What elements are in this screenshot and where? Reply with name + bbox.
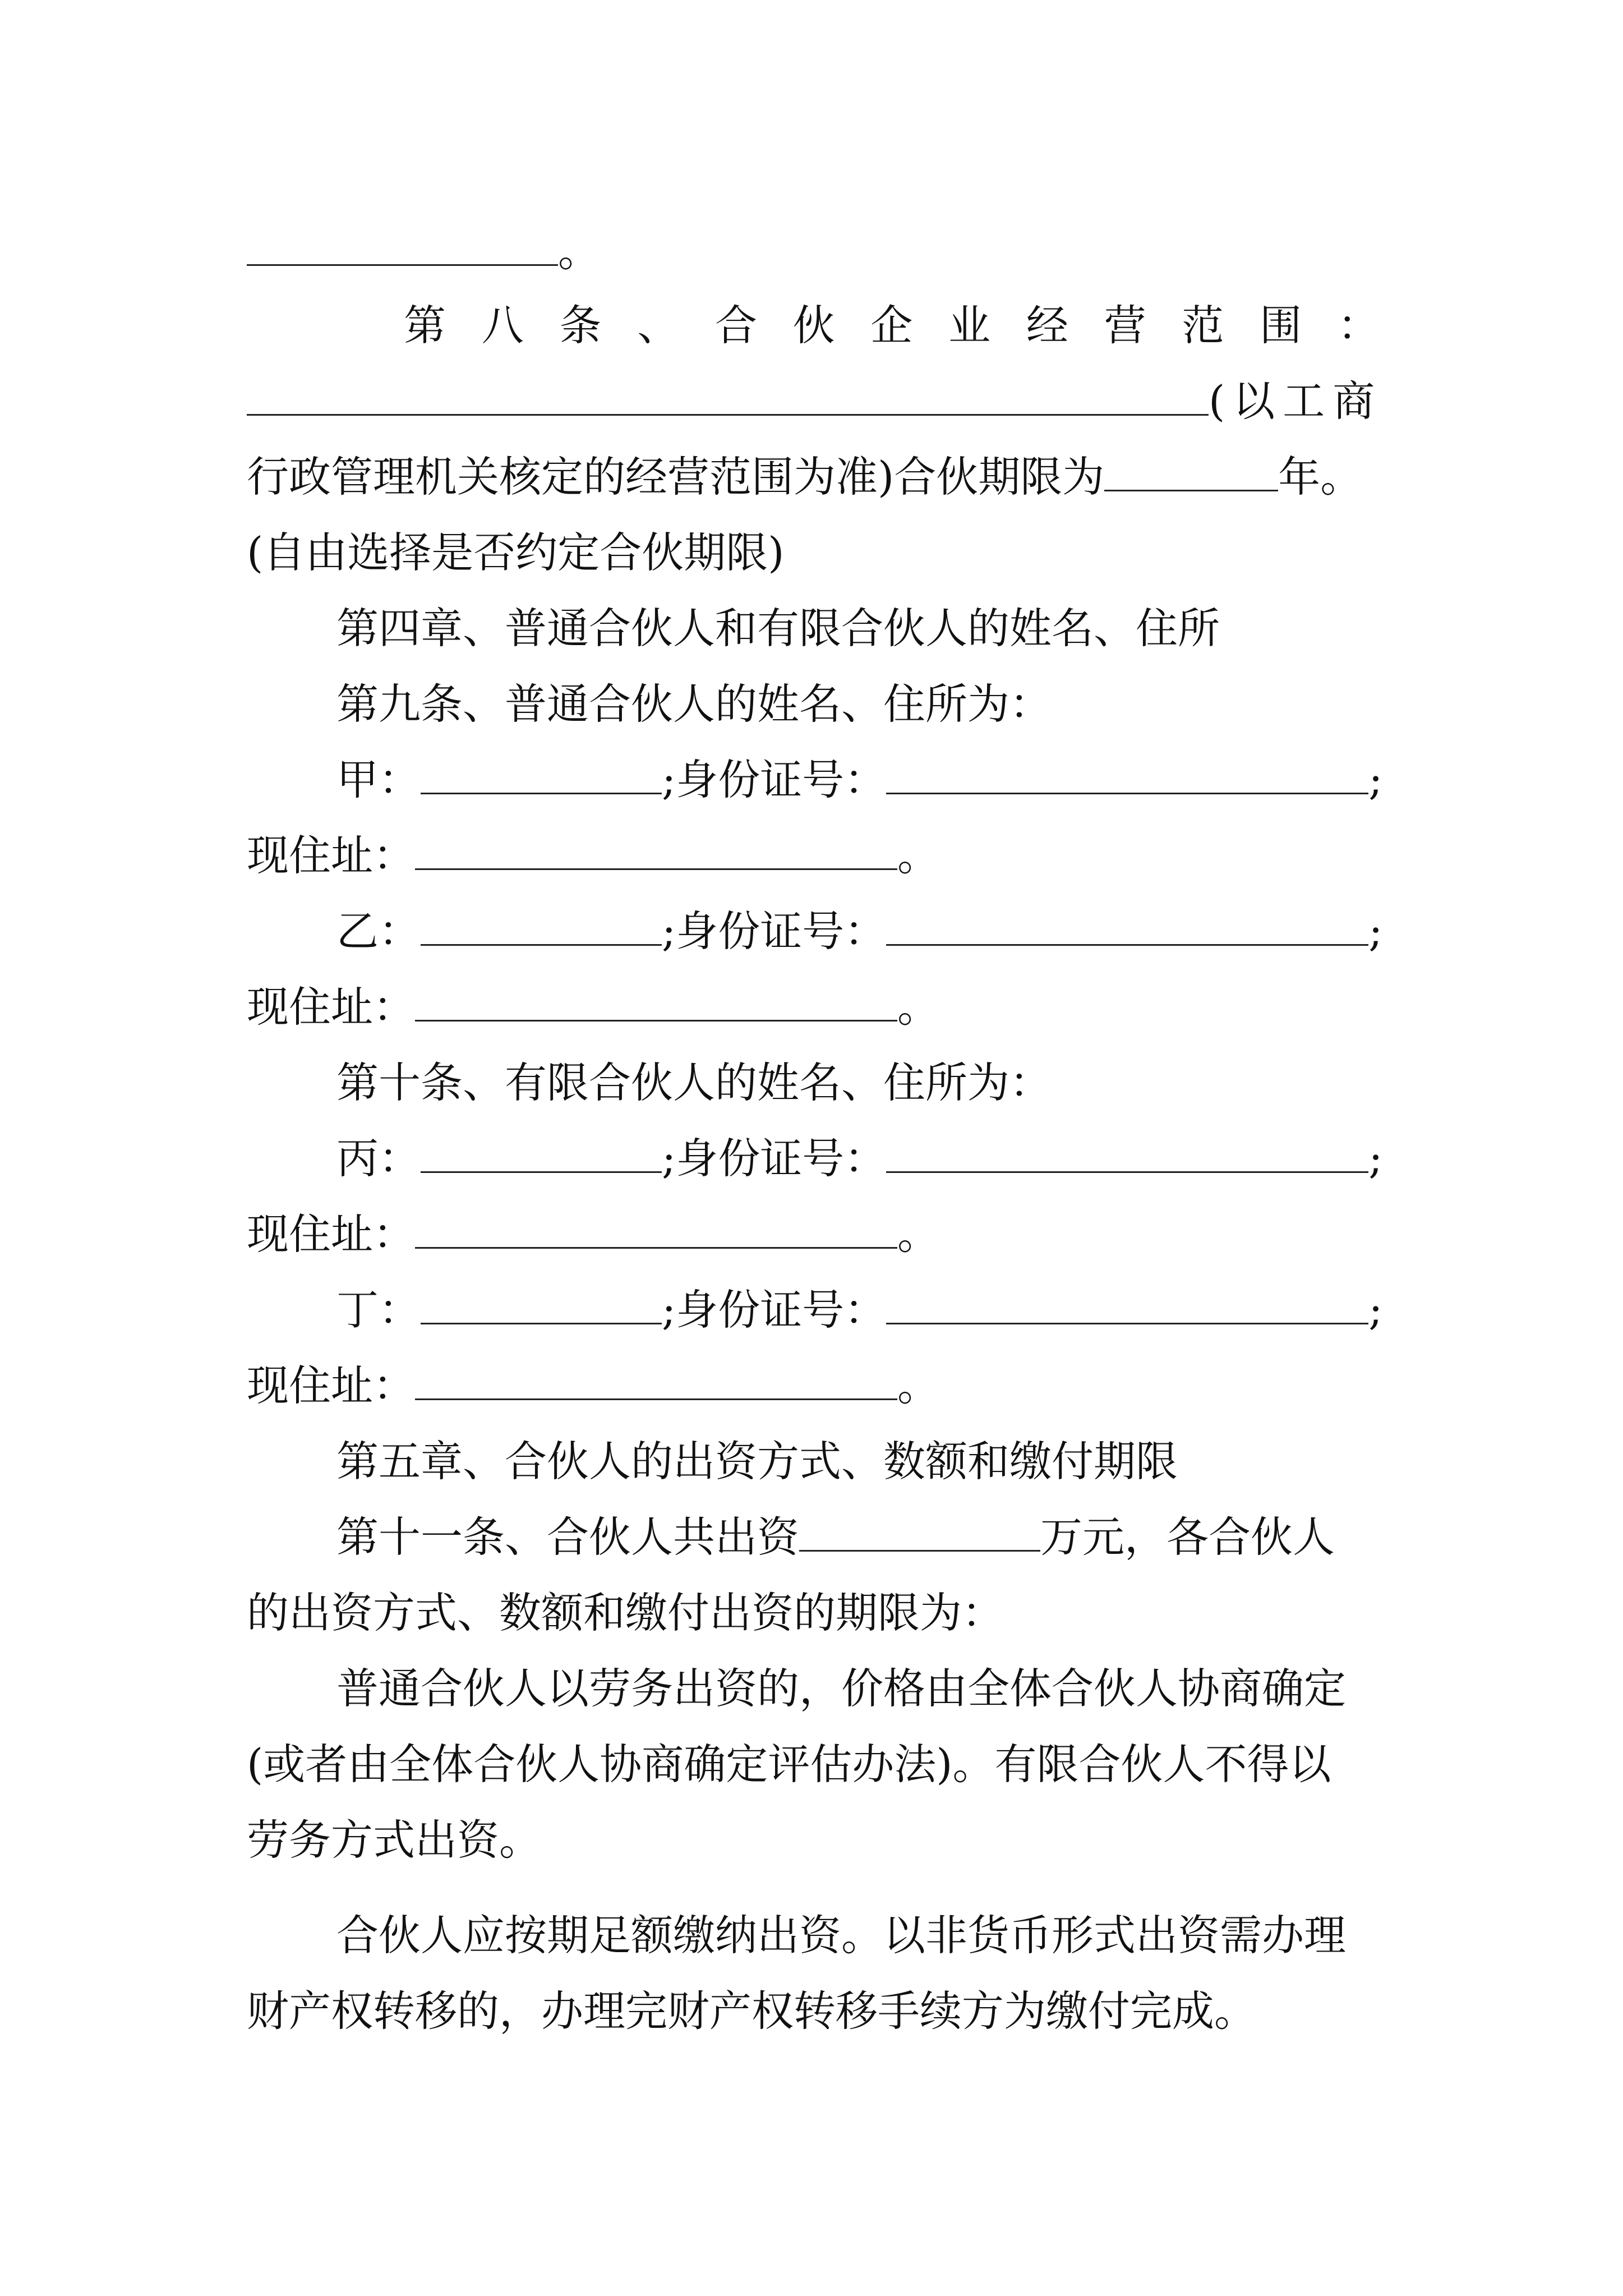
labor-contribution-paragraph: 普通合伙人以劳务出资的，价格由全体合伙人协商确定: [336, 1664, 1347, 1713]
id-number-blank[interactable]: [886, 756, 1368, 794]
chapter-4-heading: 第四章、普通合伙人和有限合伙人的姓名、住所: [336, 604, 1220, 653]
partner-ding-address-line: 现住址： 。: [247, 1361, 940, 1410]
capital-amount-blank[interactable]: [799, 1513, 1040, 1552]
name-blank[interactable]: [421, 756, 662, 794]
period-mark: 。: [558, 227, 601, 276]
business-scope-note: (以工商: [1209, 376, 1383, 426]
labor-contribution-continuation: (或者由全体合伙人协商确定评估办法)。有限合伙人不得以: [247, 1740, 1331, 1789]
id-number-blank[interactable]: [886, 907, 1368, 946]
partner-ding-line: 丁： ;身份证号： ;: [336, 1285, 1383, 1335]
name-blank[interactable]: [421, 1286, 662, 1324]
name-blank[interactable]: [421, 907, 662, 946]
term-note-line: (自由选择是否约定合伙期限): [247, 528, 785, 577]
id-number-blank[interactable]: [886, 1134, 1368, 1173]
address-blank[interactable]: [415, 983, 897, 1022]
payment-paragraph: 合伙人应按期足额缴纳出资。以非货币形式出资需办理: [336, 1911, 1347, 1960]
partner-yi-address-line: 现住址： 。: [247, 982, 940, 1032]
partner-jia-line: 甲： ;身份证号： ;: [336, 755, 1383, 804]
article-8-heading: 第 八 条 、 合 伙 企 业 经 营 范 围 ：: [404, 301, 1380, 350]
term-line: 行政管理机关核定的经营范围为准)合伙期限为 年。: [247, 452, 1363, 501]
partner-jia-address-line: 现住址： 。: [247, 831, 940, 880]
partner-yi-line: 乙： ;身份证号： ;: [336, 907, 1383, 956]
business-scope-line: [247, 373, 1385, 429]
article-11-line: 第十一条、合伙人共出资 万元，各合伙人: [336, 1512, 1335, 1562]
address-blank[interactable]: [415, 1361, 897, 1400]
payment-paragraph-continuation: 财产权转移的，办理完财产权转移手续方为缴付完成。: [247, 1986, 1257, 2036]
chapter-5-heading: 第五章、合伙人的出资方式、数额和缴付期限: [336, 1437, 1178, 1486]
id-number-blank[interactable]: [886, 1286, 1368, 1324]
address-blank[interactable]: [415, 1210, 897, 1249]
term-years-blank[interactable]: [1104, 453, 1278, 491]
business-period-blank-line: [247, 223, 1385, 279]
article-11-continuation: 的出资方式、数额和缴付出资的期限为：: [247, 1588, 1004, 1637]
name-blank[interactable]: [421, 1134, 662, 1173]
partner-bing-address-line: 现住址： 。: [247, 1209, 940, 1259]
article-10-heading: 第十条、有限合伙人的姓名、住所为：: [336, 1058, 1052, 1107]
address-blank[interactable]: [415, 831, 897, 870]
labor-contribution-end: 劳务方式出资。: [247, 1815, 542, 1865]
partner-bing-line: 丙： ;身份证号： ;: [336, 1134, 1383, 1183]
article-9-heading: 第九条、普通合伙人的姓名、住所为：: [336, 679, 1052, 729]
blank-field[interactable]: [247, 227, 558, 266]
business-scope-blank[interactable]: [247, 377, 1209, 416]
